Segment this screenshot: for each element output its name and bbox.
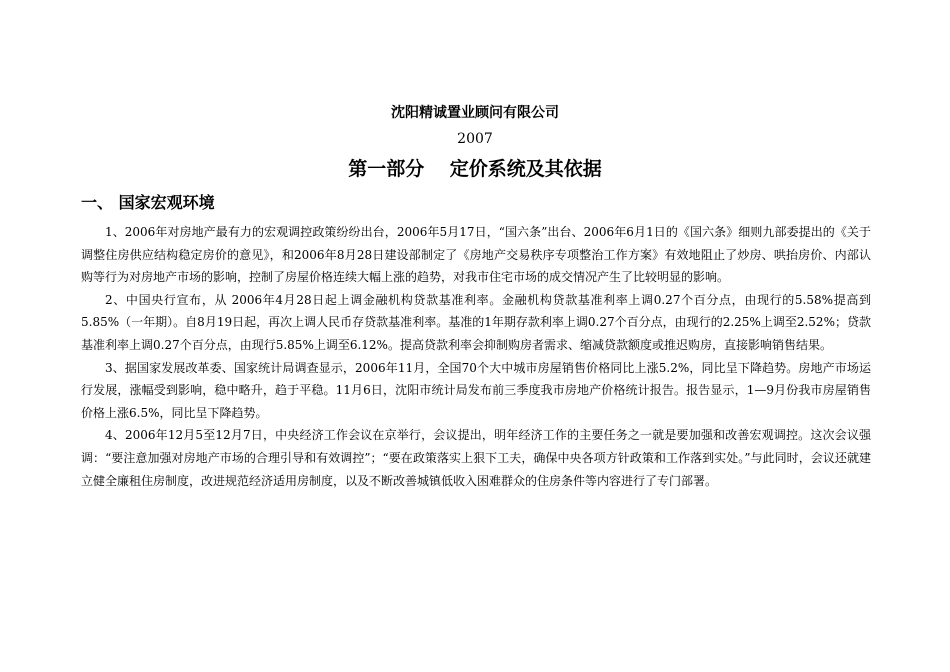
document-year: 2007 [457,131,493,147]
company-name: 沈阳精诚置业顾问有限公司 [391,105,559,121]
paragraph-4: 4、2006年12月5至12月7日，中央经济工作会议在京举行，会议提出，明年经济工作的主要任务之一就是要加强和改善宏观调控。这次会议强调：“要注意加强对房地产市场的合理引导和有效调控”；“要在政策落实上狠下工夫，确保中央各项方针政策和工作落到实处。”与此同时，会议还就建立健全廉租住房制度，改进规范经济适用房制度，以及不断改善城镇低收入困难群众的住房条件等内容进行了专门部署。 [81,428,871,488]
body-text [81,221,871,492]
section-heading: 一、 国家宏观环境 [81,193,215,212]
paragraph-1: 1、2006年对房地产最有力的宏观调控政策纷纷出台，2006年5月17日，“国六条”出台、2006年6月1日的《国六条》细则九部委提出的《关于调整住房供应结构稳定房价的意见》，和2006年8月28日建设部制定了《房地产交易秩序专项整治工作方案》有效地阻止了炒房、哄抬房价、内部认购等行为对房地产市场的影响，控制了房屋价格连续大幅上涨的趋势，对我市住宅市场的成交情况产生了比较明显的影响。 [81,225,871,285]
paragraph-2: 2、中国央行宣布，从 2006年4月28日起上调金融机构贷款基准利率。金融机构贷款基准利率上调0.27个百分点，由现行的5.58%提高到5.85%（一年期）。自8月19日起，再次上调人民币存贷款基准利率。基准的1年期存款利率上调0.27个百分点，由现行的2.25%上调至2.52%；贷款基准利率上调0.27个百分点，由现行5.85%上调至6.12%。提高贷款利率会抑制购房者需求、缩减贷款额度或推迟购房，直接影响销售结果。 [81,292,871,352]
paragraph-3: 3、据国家发展改革委、国家统计局调查显示，2006年11月，全国70个大中城市房屋销售价格同比上涨5.2%，同比呈下降趋势。房地产市场运行发展，涨幅受到影响，稳中略升，趋于平稳。11月6日，沈阳市统计局发布前三季度我市房地产价格统计报告。报告显示，1—9月份我市房屋销售价格上涨6.5%，同比呈下降趋势。 [81,360,871,420]
part-title: 第一部分 定价系统及其依据 [348,158,602,180]
